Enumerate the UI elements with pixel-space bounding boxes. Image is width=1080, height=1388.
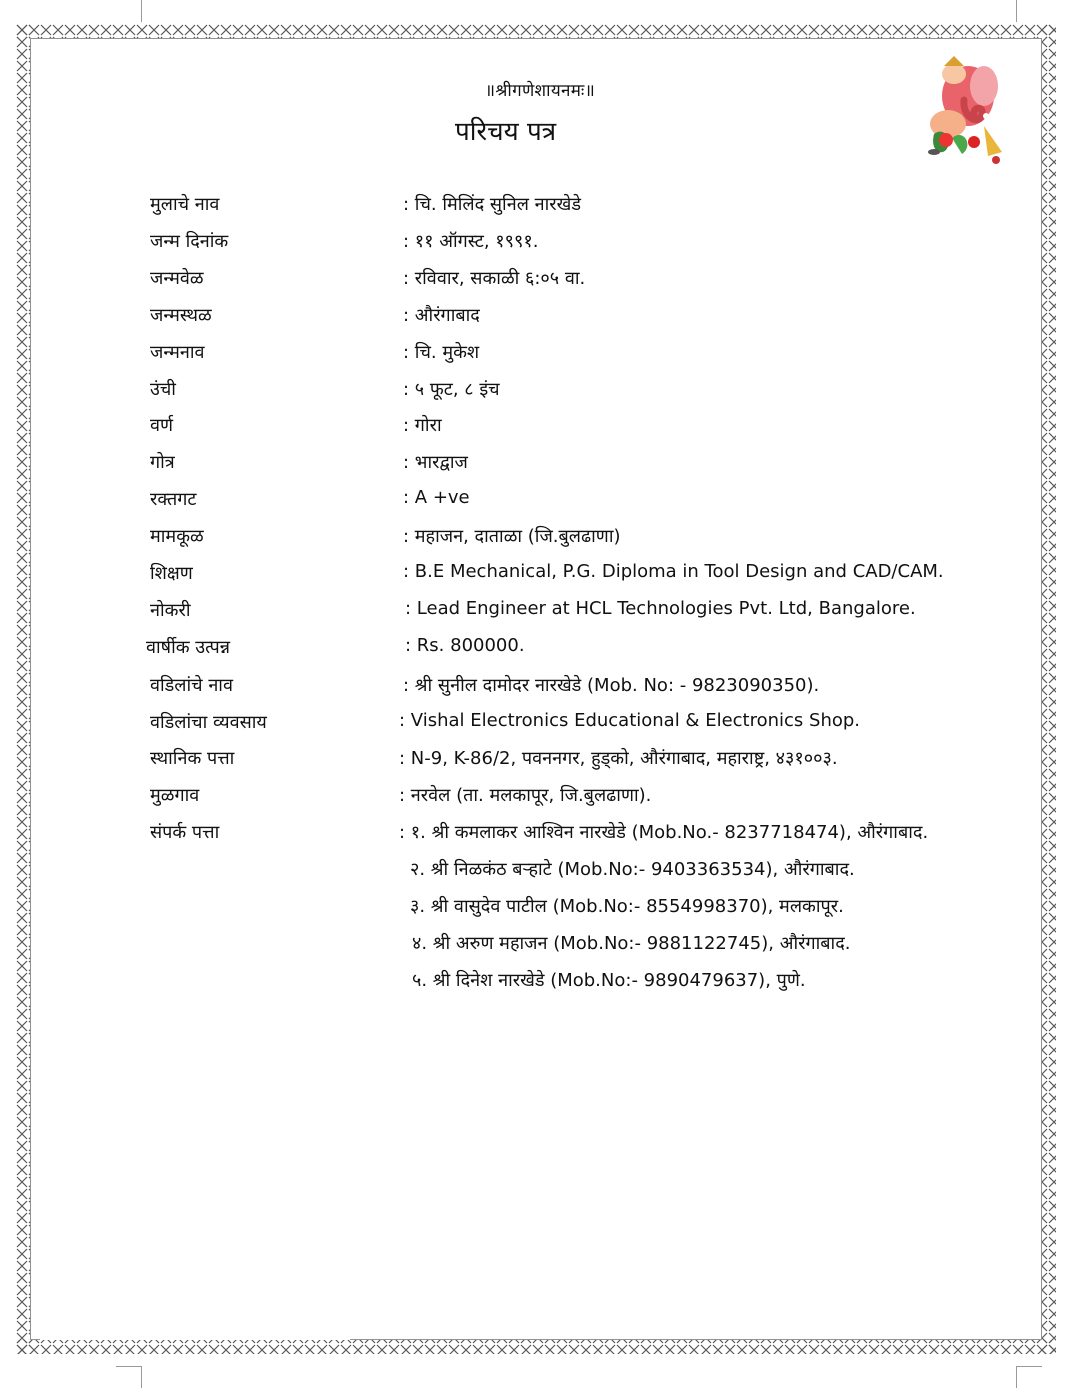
field-row-annual-income [0, 635, 1080, 665]
field-value: : Vishal Electronics Educational & Electronics Shop. [399, 710, 861, 731]
crop-mark-bottom-left-h [116, 1366, 142, 1367]
field-label: रक्तगट [150, 489, 197, 510]
page-title: परिचय पत्र [455, 117, 557, 147]
field-label: मामकूळ [150, 526, 204, 547]
field-value: : गोरा [403, 415, 442, 436]
field-row-complexion [0, 413, 1080, 443]
ganesha-icon [924, 56, 1008, 168]
field-label: जन्म दिनांक [150, 231, 229, 252]
field-value: : B.E Mechanical, P.G. Diploma in Tool Design and CAD/CAM. [403, 561, 944, 582]
field-label: नोकरी [150, 600, 191, 621]
field-label: वडिलांचे नाव [150, 675, 233, 696]
field-value: : औरंगाबाद [403, 305, 480, 326]
field-value: : ५ फूट, ८ इंच [403, 379, 500, 400]
field-row-birth-place [0, 303, 1080, 333]
field-row-maternal-family [0, 524, 1080, 554]
field-row-job [0, 598, 1080, 628]
field-value: : चि. मिलिंद सुनिल नारखेडे [403, 194, 582, 215]
field-label: उंची [150, 379, 176, 400]
field-value: : ११ ऑगस्ट, १९९१. [403, 231, 539, 252]
field-value: : A +ve [403, 487, 470, 508]
field-value: : नरवेल (ता. मलकापूर, जि.बुलढाणा). [399, 785, 652, 806]
field-row-native-place [0, 783, 1080, 813]
field-label: शिक्षण [150, 563, 193, 584]
field-row-birth-date [0, 229, 1080, 259]
field-row-birth-time [0, 266, 1080, 296]
crop-mark-top-left [141, 0, 142, 22]
crop-mark-bottom-left-v [141, 1366, 142, 1388]
field-label: संपर्क पत्ता [150, 822, 220, 843]
field-label: वडिलांचा व्यवसाय [150, 712, 267, 733]
field-value: : श्री सुनील दामोदर नारखेडे (Mob. No: - 9823090350). [403, 675, 820, 696]
field-row-birth-name [0, 340, 1080, 370]
paper-smudge [40, 1300, 350, 1340]
field-row-father-name [0, 673, 1080, 703]
field-label: जन्मनाव [150, 342, 205, 363]
field-row-gotra [0, 450, 1080, 480]
field-label: गोत्र [150, 452, 175, 473]
crop-mark-bottom-right-h [1016, 1366, 1042, 1367]
field-label: जन्मवेळ [150, 268, 204, 289]
field-value: : चि. मुकेश [403, 342, 480, 363]
contact-item: २. श्री निळकंठ बऱ्हाटे (Mob.No:- 9403363534), औरंगाबाद. [410, 859, 855, 880]
crop-mark-bottom-right-v [1016, 1366, 1017, 1388]
field-label: जन्मस्थळ [150, 305, 212, 326]
field-label: स्थानिक पत्ता [150, 748, 235, 769]
field-label: मुलाचे नाव [150, 194, 220, 215]
field-row-father-business [0, 710, 1080, 740]
field-row-local-address [0, 746, 1080, 776]
contact-item: ३. श्री वासुदेव पाटील (Mob.No:- 8554998370), मलकापूर. [410, 896, 844, 917]
field-label: वार्षीक उत्पन्न [146, 637, 230, 658]
invocation-heading: ॥श्रीगणेशायनमः॥ [484, 81, 596, 101]
field-row-boy-name [0, 192, 1080, 222]
crop-mark-top-right [1016, 0, 1017, 22]
field-value: : N-9, K-86/2, पवननगर, हुड्को, औरंगाबाद, महाराष्ट्र, ४३१००३. [399, 748, 838, 769]
field-value: : महाजन, दाताळा (जि.बुलढाणा) [403, 526, 621, 547]
field-row-blood-group [0, 487, 1080, 517]
field-value: : १. श्री कमलाकर आश्विन नारखेडे (Mob.No.- 8237718474), औरंगाबाद. [399, 822, 929, 843]
contact-item: ४. श्री अरुण महाजन (Mob.No:- 9881122745), औरंगाबाद. [412, 933, 851, 954]
field-value: : Rs. 800000. [405, 635, 525, 656]
field-row-contact-address [0, 820, 1080, 850]
field-label: वर्ण [150, 415, 174, 436]
field-value: : भारद्वाज [403, 452, 468, 473]
field-value: : रविवार, सकाळी ६:०५ वा. [403, 268, 586, 289]
field-row-education [0, 561, 1080, 591]
field-row-height [0, 377, 1080, 407]
field-value: : Lead Engineer at HCL Technologies Pvt. Ltd, Bangalore. [405, 598, 916, 619]
contact-item: ५. श्री दिनेश नारखेडे (Mob.No:- 9890479637), पुणे. [412, 970, 806, 991]
field-label: मुळगाव [150, 785, 200, 806]
